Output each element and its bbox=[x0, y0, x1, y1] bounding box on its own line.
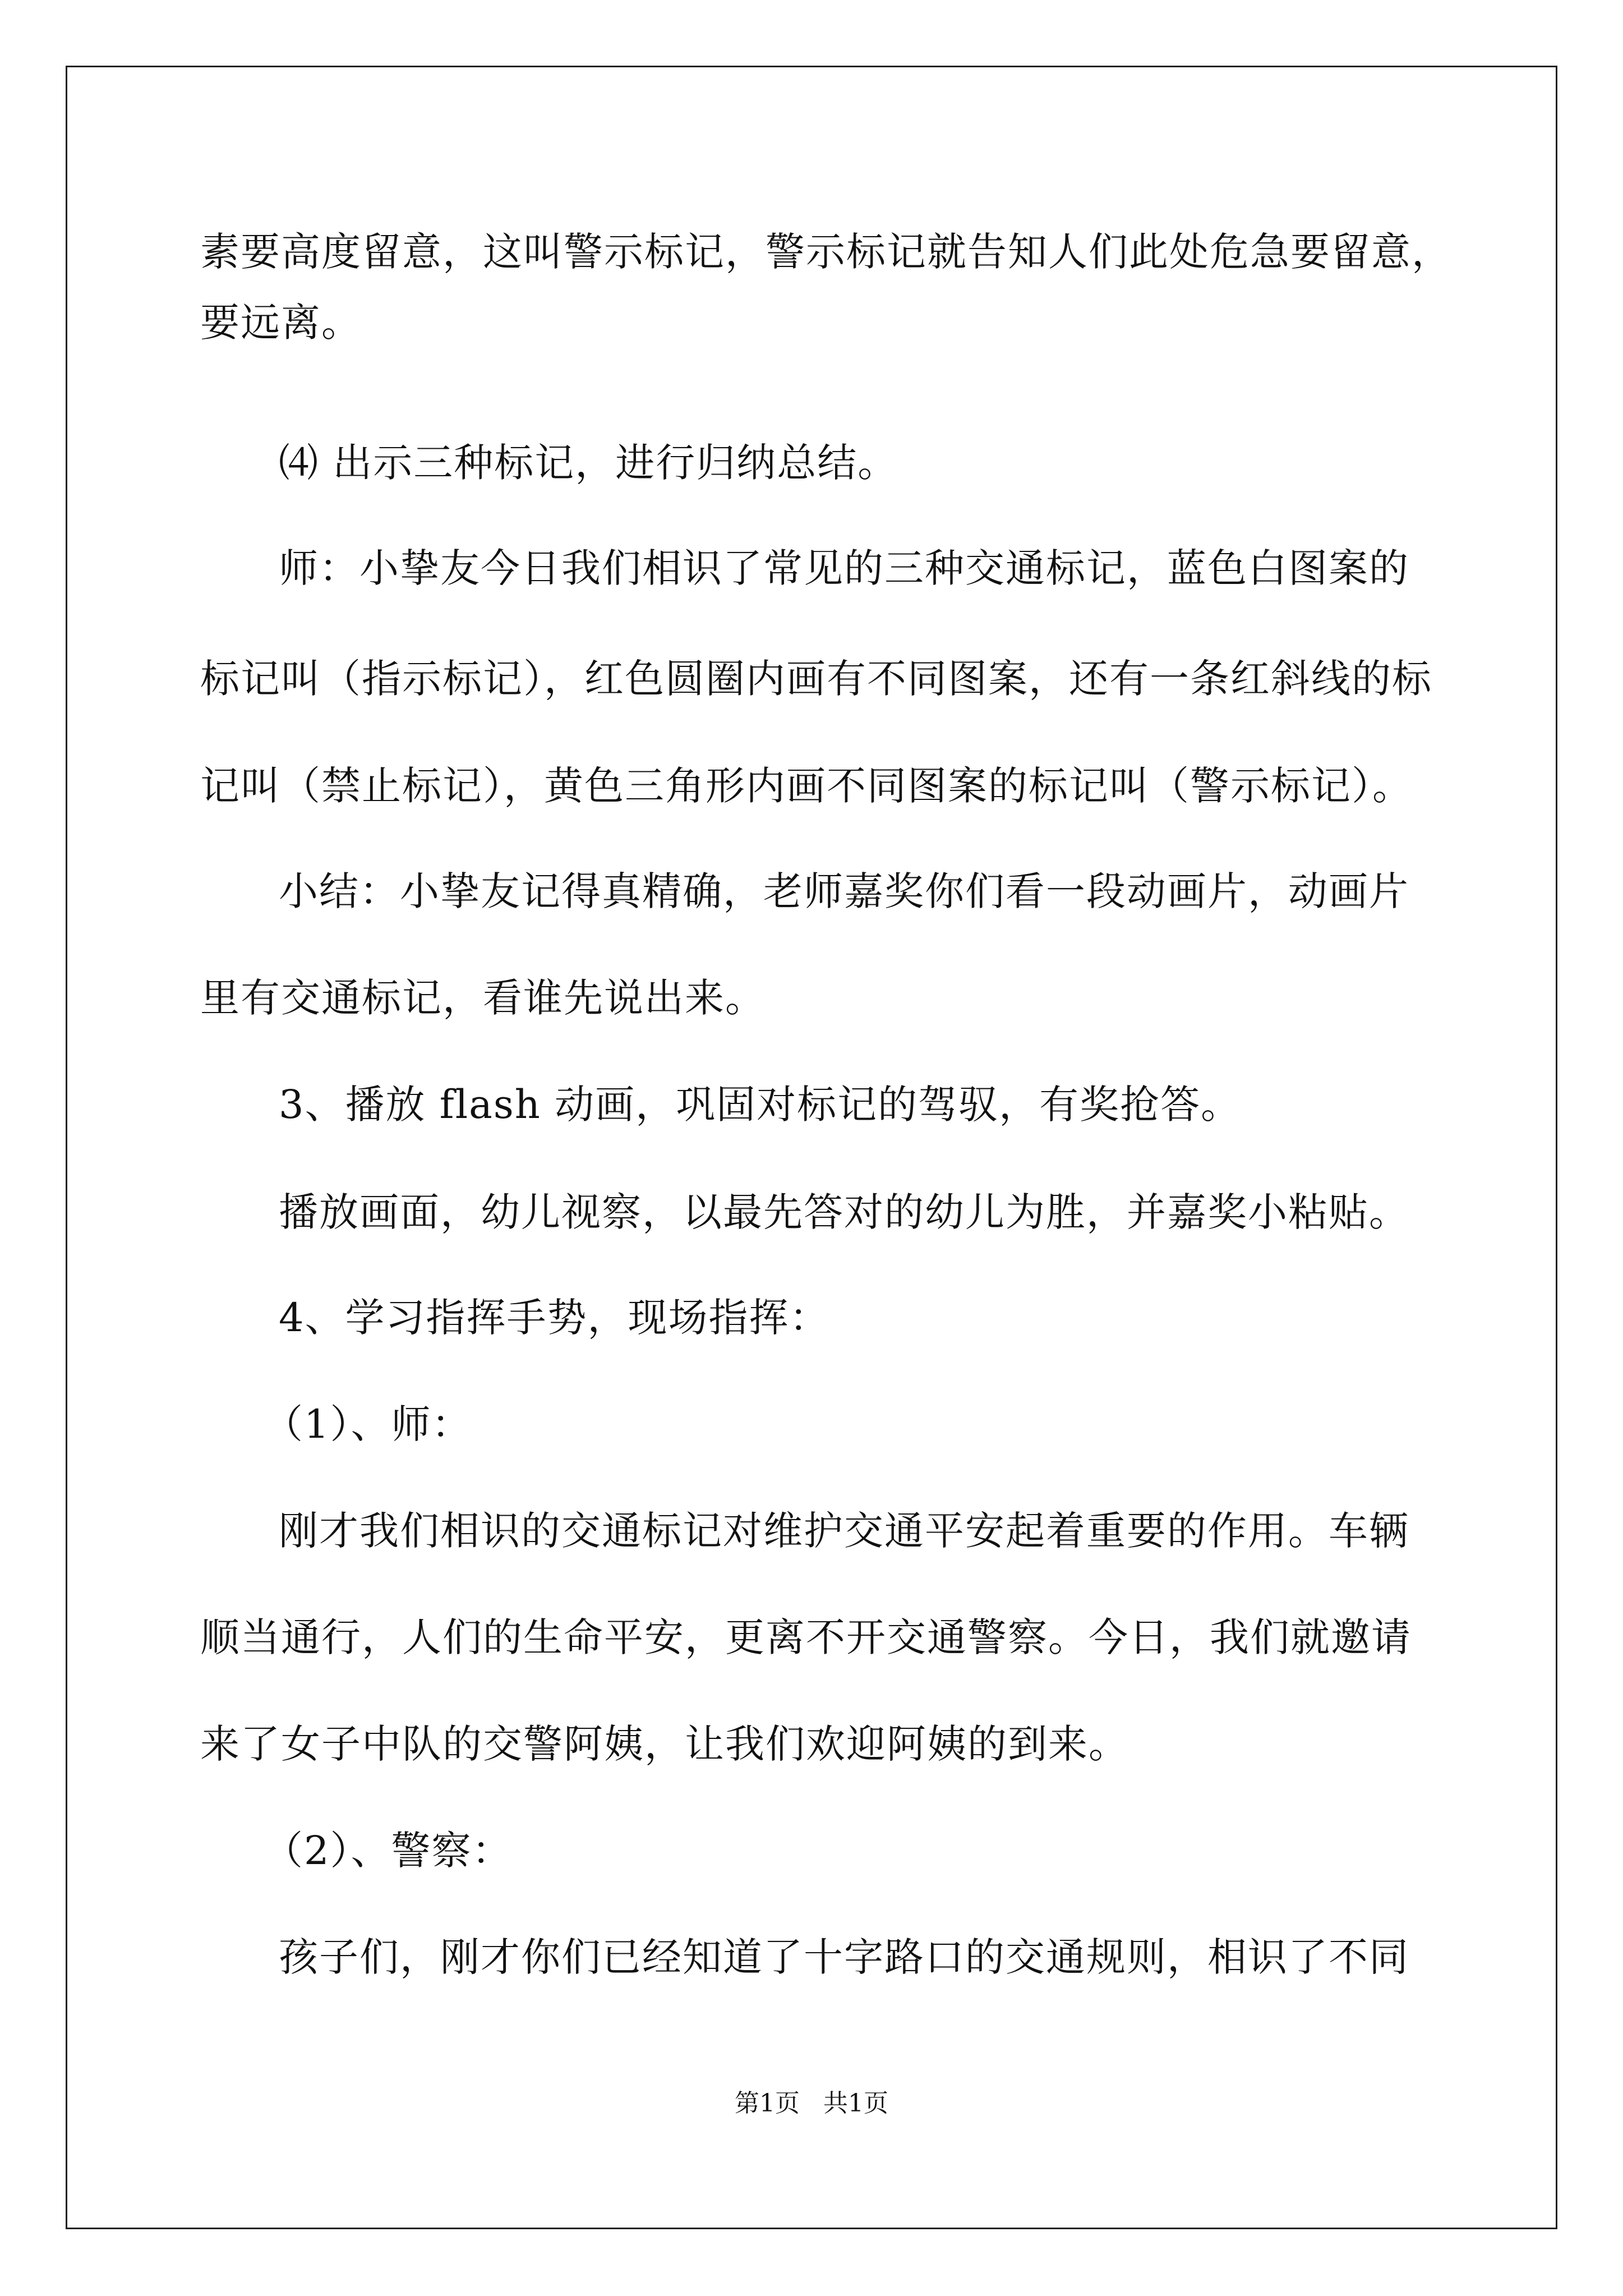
text-line-8: 里有交通标记，看谁先说出来。 bbox=[200, 975, 766, 1021]
text-line-2: 要远离。 bbox=[200, 300, 362, 346]
text-line-16: （2）、警察： bbox=[264, 1828, 513, 1874]
text-line-17: 孩子们，刚才你们已经知道了十字路口的交通规则，相识了不同 bbox=[279, 1934, 1409, 1980]
text-line-14: 顺当通行，人们的生命平安，更离不开交通警察。今日，我们就邀请 bbox=[200, 1614, 1412, 1660]
text-line-15: 来了女子中队的交警阿姨，让我们欢迎阿姨的到来。 bbox=[200, 1721, 1129, 1767]
text-line-9: 3、播放 flash 动画，巩固对标记的驾驭，有奖抢答。 bbox=[279, 1082, 1242, 1128]
text-line-12: （1）、师： bbox=[264, 1401, 472, 1447]
text-line-10: 播放画面，幼儿视察，以最先答对的幼儿为胜，并嘉奖小粘贴。 bbox=[279, 1189, 1409, 1235]
page-footer: 第1页 共1页 bbox=[735, 2089, 888, 2118]
text-line-5: 标记叫（指示标记），红色圆圈内画有不同图案，还有一条红斜线的标 bbox=[200, 656, 1432, 702]
text-line-6: 记叫（禁止标记），黄色三角形内画不同图案的标记叫（警示标记）。 bbox=[200, 763, 1413, 809]
text-line-11: 4、学习指挥手势，现场指挥： bbox=[279, 1295, 830, 1341]
text-line-3: ⑷ 出示三种标记，进行归纳总结。 bbox=[279, 440, 898, 486]
text-line-1: 素要高度留意，这叫警示标记，警示标记就告知人们此处危急要留意， bbox=[200, 229, 1452, 275]
text-line-4: 师：小挚友今日我们相识了常见的三种交通标记，蓝色白图案的 bbox=[279, 545, 1409, 591]
text-line-7: 小结：小挚友记得真精确，老师嘉奖你们看一段动画片，动画片 bbox=[279, 868, 1409, 914]
text-line-13: 刚才我们相识的交通标记对维护交通平安起着重要的作用。车辆 bbox=[279, 1508, 1409, 1554]
page-border bbox=[66, 66, 1557, 2229]
